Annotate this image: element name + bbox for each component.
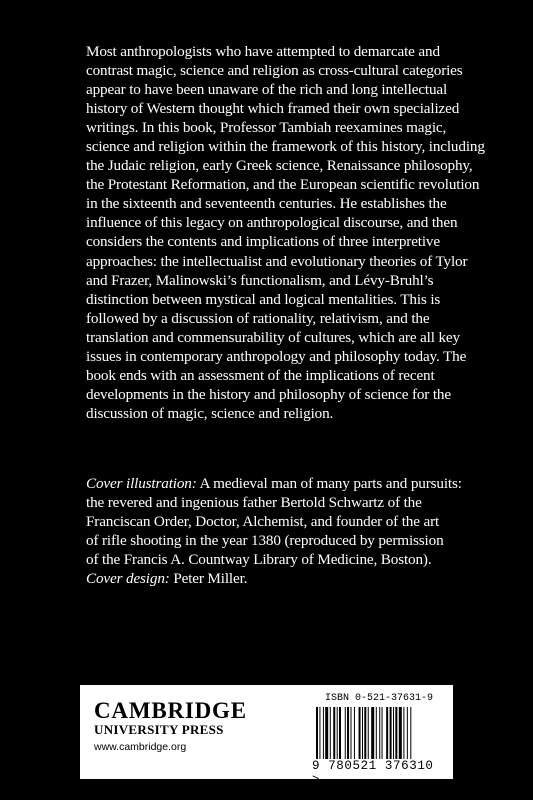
isbn-label: ISBN 0-521-37631-9 — [325, 693, 434, 704]
publisher-logo: CAMBRIDGE — [94, 698, 247, 723]
design-credit-line: Cover design: Peter Miller. — [86, 570, 248, 587]
design-label: Cover design: — [86, 570, 170, 587]
illustration-credit-line: Franciscan Order, Doctor, Alchemist, and founder of the art — [86, 513, 440, 530]
illustration-credit-line: of the Francis A. Countway Library of Medicine, Boston). — [86, 551, 432, 568]
illustration-label: Cover illustration: — [86, 475, 197, 492]
illustration-credit-line: Cover illustration: A medieval man of many parts and pursuits: — [86, 475, 462, 492]
back-cover-blurb: Most anthropologists who have attempted to demarcate and contrast magic, science and religion as cross-cultural categories appear to have been unaware of the rich and long intellectual history of Western thought which framed their own specialized writings. In this book, Professor Tambiah reexamines magic, science and religion within the framework of this history, including the Judaic religion, early Greek science, Renaissance philosophy, the Protestant Reformation, and the European scientific revolution in the sixteenth and seventeenth centuries. He establishes the influence of this legacy on anthropological discourse, and then considers the contents and implications of three interpretive approaches: the intellectualist and evolutionary theories of Tylor and Frazer, Malinowski’s functionalism, and Lévy-Bruhl’s distinction between mystical and logical mentalities. This is followed by a discussion of rationality, relativism, and the translation and commensurability of cultures, which are all key issues in contemporary anthropology and philosophy today. The book ends with an assessment of the implications of recent developments in the history and philosophy of science for the discussion of magic, science and religion. — [86, 43, 485, 422]
publisher-barcode-panel — [80, 685, 453, 787]
barcode-digits: 9 780521 376310 > — [312, 759, 434, 787]
publisher-url: www.cambridge.org — [94, 741, 187, 753]
illustration-credit-line: of rifle shooting in the year 1380 (reproduced by permission — [86, 532, 444, 549]
publisher-press: UNIVERSITY PRESS — [94, 722, 224, 737]
illustration-credit-line: the revered and ingenious father Bertold Schwartz of the — [86, 494, 422, 511]
barcode-icon — [314, 707, 444, 759]
cover-credits — [86, 474, 506, 588]
